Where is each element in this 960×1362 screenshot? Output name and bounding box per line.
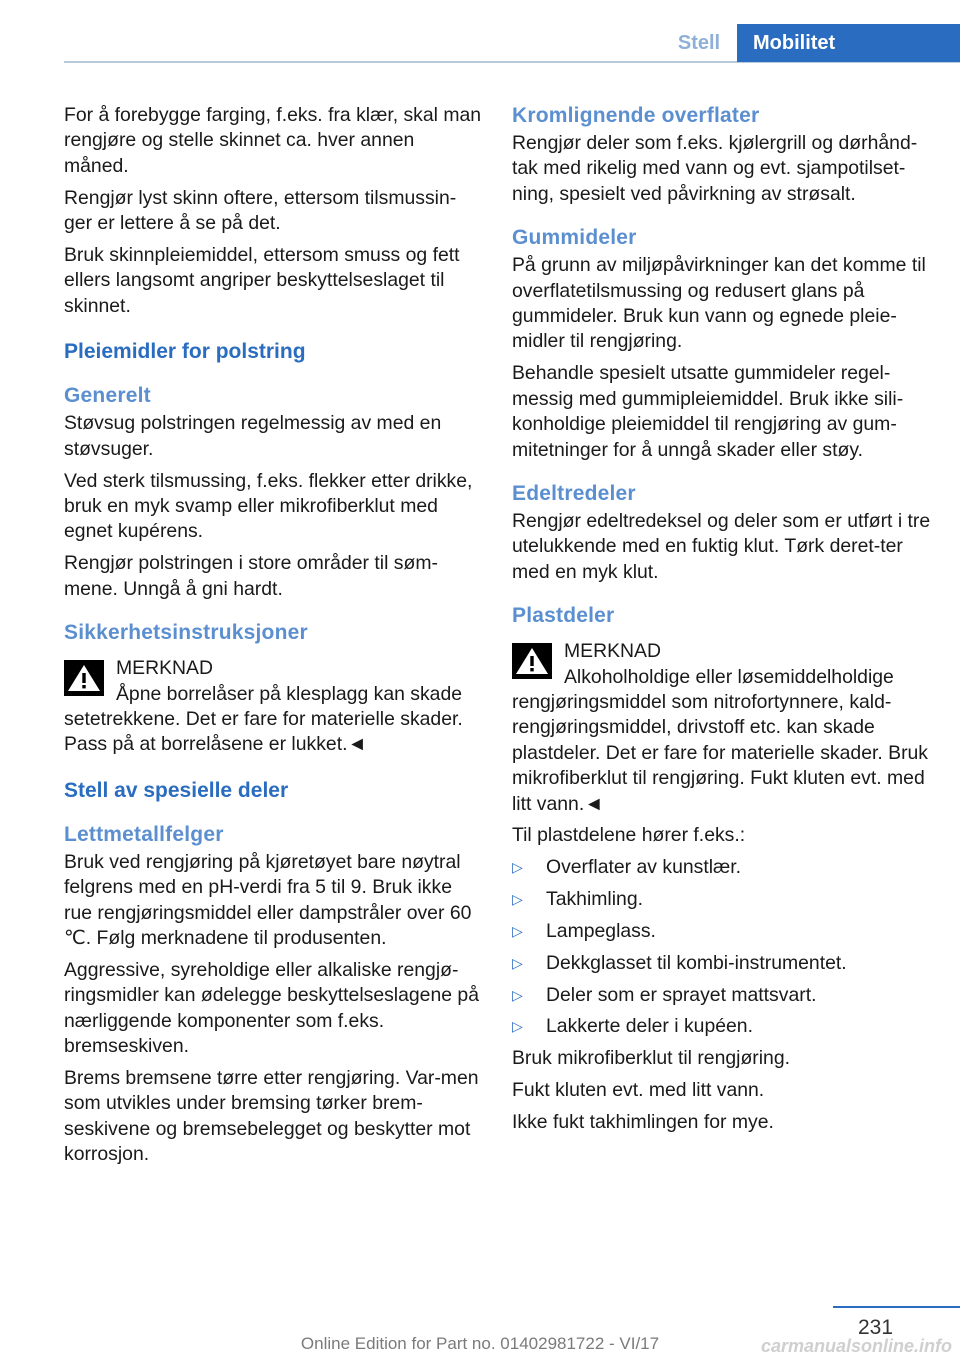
paragraph: Brems bremsene tørre etter rengjøring. Var‐men som utvikles under bremsing tørker brem‐seskivene og bremsebelegget og beskytter mot korrosjon. bbox=[64, 1066, 479, 1166]
page-number: 231 bbox=[858, 1316, 894, 1339]
section-heading: Pleiemidler for polstring bbox=[64, 340, 306, 364]
paragraph: Fukt kluten evt. med litt vann. bbox=[512, 1079, 765, 1102]
warning-note bbox=[64, 656, 484, 758]
paragraph: Støvsug polstringen regelmessig av med en støvsuger. bbox=[64, 412, 442, 460]
tab-mobilitet[interactable]: Mobilitet bbox=[737, 24, 960, 62]
list-item bbox=[512, 887, 932, 912]
list-item bbox=[512, 919, 932, 944]
paragraph: Rengjør lyst skinn oftere, ettersom tilsmussin‐ger er lettere å se på det. bbox=[64, 186, 457, 235]
left-column bbox=[64, 103, 484, 1174]
list-item-text: Takhimling. bbox=[546, 887, 643, 910]
tab-stell[interactable]: Stell bbox=[677, 31, 721, 54]
right-column bbox=[512, 103, 932, 1142]
paragraph: Rengjør deler som f.eks. kjølergrill og dørhånd‐tak med rikelig med vann og evt. sjampotilset‐ning, spesielt ved påvirkning av strøsalt. bbox=[512, 132, 918, 205]
paragraph: Bruk mikrofiberklut til rengjøring. bbox=[512, 1047, 791, 1070]
subsection-heading: Lettmetallfelger bbox=[64, 822, 224, 846]
paragraph: Behandle spesielt utsatte gummideler regel‐messig med gummipleiemiddel. Bruk ikke sili‐konholdige pleiemiddel til rengjøring av gum‐mitetninger for å unngå skader eller støy. bbox=[512, 362, 904, 461]
list-item bbox=[512, 983, 932, 1008]
edition-footer: Online Edition for Part no. 01402981722 - VI/17 bbox=[300, 1334, 660, 1353]
note-text: rengjøringsmiddel som nitrofortynnere, kald‐rengjøringsmiddel, drivstoff etc. kan skade plastdeler. Det er fare for materielle skader. Bruk mikrofiberklut til rengjøring. Fukt kluten evt. med litt vann.◄ bbox=[512, 691, 929, 815]
note-text: setetrekkene. Det er fare for materielle skader. Pass på at borrelåsene er lukket.◄ bbox=[64, 707, 463, 756]
list-item-text: Dekkglasset til kombi-instrumentet. bbox=[546, 951, 847, 974]
list-item-text: Lampeglass. bbox=[546, 919, 656, 942]
subsection-heading: Generelt bbox=[64, 384, 151, 408]
section-heading: Stell av spesielle deler bbox=[64, 778, 289, 802]
triangle-bullet-icon: ▷ bbox=[512, 954, 523, 971]
paragraph: Ikke fukt takhimlingen for mye. bbox=[512, 1111, 774, 1134]
triangle-bullet-icon: ▷ bbox=[512, 858, 523, 875]
triangle-bullet-icon: ▷ bbox=[512, 986, 523, 1003]
triangle-bullet-icon: ▷ bbox=[512, 1018, 523, 1035]
list-item bbox=[512, 1014, 932, 1039]
warning-note bbox=[512, 639, 932, 817]
list-item-text: Lakkerte deler i kupéen. bbox=[546, 1015, 753, 1038]
subsection-heading: Sikkerhetsinstruksjoner bbox=[64, 621, 308, 645]
subsection-heading: Kromlignende overflater bbox=[512, 104, 760, 127]
paragraph: For å forebygge farging, f.eks. fra klær, skal man rengjøre og stelle skinnet ca. hver annen måned. bbox=[64, 104, 482, 177]
note-text: Åpne borrelåser på klesplagg kan skade bbox=[116, 682, 463, 705]
subsection-heading: Plastdeler bbox=[512, 604, 615, 628]
warning-triangle-icon bbox=[64, 660, 104, 696]
paragraph: Bruk ved rengjøring på kjøretøyet bare nøytral felgrens med en pH-verdi fra 5 til 9. Bruk ikke rue rengjøringsmiddel eller dampstråler over 60 ℃. Følg merknadene til produsenten. bbox=[64, 850, 472, 949]
note-text: Alkoholholdige eller løsemiddelholdige bbox=[564, 665, 894, 688]
paragraph: Til plastdelene hører f.eks.: bbox=[512, 824, 746, 847]
list-item bbox=[512, 855, 932, 880]
list-item-text: Overflater av kunstlær. bbox=[546, 855, 742, 878]
warning-triangle-icon bbox=[512, 643, 552, 679]
triangle-bullet-icon: ▷ bbox=[512, 922, 523, 939]
paragraph: På grunn av miljøpåvirkninger kan det komme til overflatetilsmussing og redusert glans på gummideler. Bruk kun vann og egnede pleie‐midler til rengjøring. bbox=[512, 254, 926, 353]
paragraph: Ved sterk tilsmussing, f.eks. flekker etter drikke, bruk en myk svamp eller mikrofiberklut med egnet kupérens. bbox=[64, 469, 473, 543]
paragraph: Rengjør edeltredeksel og deler som er utført i tre utelukkende med en fuktig klut. Tørk deret‐ter med en myk klut. bbox=[512, 509, 931, 583]
subsection-heading: Edeltredeler bbox=[512, 481, 636, 505]
list-item-text: Deler som er sprayet mattsvart. bbox=[546, 983, 817, 1006]
paragraph: Bruk skinnpleiemiddel, ettersom smuss og fett ellers langsomt angriper beskyttelseslaget til skinnet. bbox=[64, 244, 460, 317]
note-label: MERKNAD bbox=[116, 657, 213, 680]
triangle-bullet-icon: ▷ bbox=[512, 890, 523, 907]
watermark: carmanualsonline.info bbox=[760, 1336, 952, 1356]
paragraph: Rengjør polstringen i store områder til søm‐mene. Unngå å gni hardt. bbox=[64, 552, 438, 600]
footer-rule bbox=[833, 1306, 960, 1308]
subsection-heading: Gummideler bbox=[512, 226, 637, 250]
bullet-list bbox=[512, 855, 932, 1040]
paragraph: Aggressive, syreholdige eller alkaliske rengjø‐ringsmidler kan ødelegge beskyttelseslagene på nærliggende komponenter som f.eks. bremseskiven. bbox=[64, 958, 479, 1058]
list-item bbox=[512, 951, 932, 976]
note-label: MERKNAD bbox=[564, 640, 661, 663]
